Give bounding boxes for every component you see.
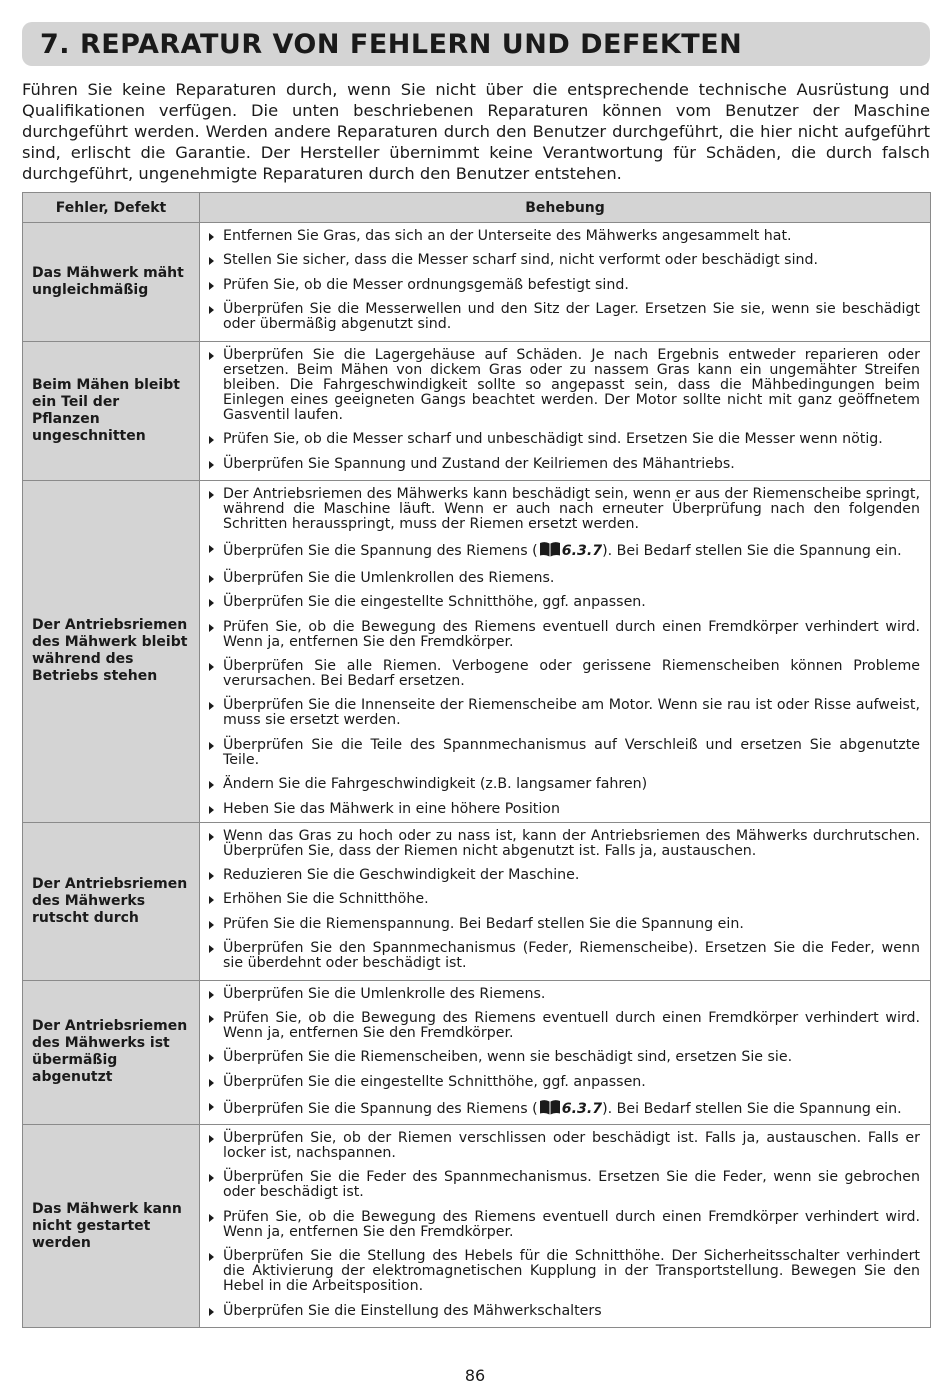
fix-item <box>208 1249 920 1294</box>
fix-item <box>208 229 920 244</box>
fix-text: Überprüfen Sie die Messerwellen und den Sitz der Lager. Ersetzen Sie sie, wenn sie beschädigt oder übermäßig abgenutzt sind. <box>223 301 920 333</box>
fix-text: Überprüfen Sie die Spannung des Riemens ( <box>223 1101 538 1118</box>
fix-text: Stellen Sie sicher, dass die Messer scharf sind, nicht verformt oder beschädigt sind. <box>223 252 819 269</box>
book-icon <box>539 1099 561 1119</box>
fix-text: Prüfen Sie, ob die Bewegung des Riemens eventuell durch einen Fremdkörper verhindert wird. Wenn ja, entfernen Sie den Fremdkörper. <box>223 618 920 650</box>
bullet-arrow-icon <box>209 233 214 241</box>
bullet-arrow-icon <box>209 1135 214 1143</box>
fix-text: Entfernen Sie Gras, das sich an der Unterseite des Mähwerks angesammelt hat. <box>223 228 792 244</box>
fix-item <box>208 777 920 792</box>
fix-item <box>208 1304 920 1319</box>
fix-item <box>208 432 920 447</box>
fix-text: Der Antriebsriemen des Mähwerks kann beschädigt sein, wenn er aus der Riemenscheibe springt, während die Maschine läuft. Wenn er auch nach erneuter Überprüfung nach den folgenden Schritten herausspringt, muss der Riemen ersetzt werden. <box>223 486 920 532</box>
fix-list <box>208 987 920 1120</box>
fix-item <box>208 541 920 561</box>
fix-item <box>208 829 920 859</box>
fix-text: Überprüfen Sie die Stellung des Hebels für die Schnitthöhe. Der Sicherheitsschalter verhindert die Aktivierung der elektromagnetischen Kupplung in der Transportstellung. Bewegen Sie den Hebel in die Arbeitsposition. <box>223 1248 920 1295</box>
book-icon <box>539 541 561 561</box>
table-row <box>23 223 931 342</box>
bullet-arrow-icon <box>209 1103 214 1111</box>
fault-cell: Das Mähwerk mäht ungleichmäßig <box>23 223 200 342</box>
fix-item <box>208 802 920 817</box>
table-row <box>23 481 931 823</box>
bullet-arrow-icon <box>209 624 214 632</box>
table-header-row <box>23 193 931 223</box>
fix-item <box>208 1210 920 1240</box>
intro-paragraph: Führen Sie keine Reparaturen durch, wenn Sie nicht über die entsprechende technische Ausrüstung und Qualifikationen verfügen. Die unten beschriebenen Reparaturen können vom Benutzer der Maschine durchgeführt werden. Werden andere Reparaturen durch den Benutzer durchgeführt, die hier nicht aufgeführt sind, erlischt die Garantie. Der Hersteller übernimmt keine Verantwortung für Schäden, die durch falsch durchgeführt, ungenehmigte Reparaturen durch den Benutzer entstehen. <box>22 80 930 183</box>
fix-cell <box>200 1125 931 1328</box>
bullet-arrow-icon <box>209 742 214 750</box>
bullet-arrow-icon <box>209 1308 214 1316</box>
fix-item <box>208 595 920 610</box>
fix-text: Überprüfen Sie die Riemenscheiben, wenn sie beschädigt sind, ersetzen Sie sie. <box>223 1049 793 1066</box>
table-body <box>23 223 931 1328</box>
table-row <box>23 980 931 1125</box>
fix-text: Prüfen Sie, ob die Messer ordnungsgemäß befestigt sind. <box>223 276 629 293</box>
fix-text: Prüfen Sie, ob die Messer scharf und unbeschädigt sind. Ersetzen Sie die Messer wenn nötig. <box>223 431 883 448</box>
fix-item <box>208 987 920 1002</box>
fix-text: Überprüfen Sie alle Riemen. Verbogene oder gerissene Riemenscheiben können Probleme verursachen. Bei Bedarf ersetzen. <box>223 657 920 689</box>
bullet-arrow-icon <box>209 702 214 710</box>
fix-text: Überprüfen Sie die Einstellung des Mähwerkschalters <box>223 1302 602 1319</box>
bullet-arrow-icon <box>209 872 214 880</box>
fault-cell: Beim Mähen bleibt ein Teil der Pflanzen ungeschnitten <box>23 342 200 481</box>
fix-item <box>208 457 920 472</box>
fix-text: Überprüfen Sie die eingestellte Schnitthöhe, ggf. anpassen. <box>223 594 646 611</box>
fix-item <box>208 868 920 883</box>
fix-text: Überprüfen Sie die Teile des Spannmechanismus auf Verschleiß und ersetzen Sie abgenutzte Teile. <box>223 736 920 768</box>
fix-item <box>208 278 920 293</box>
fix-text: Prüfen Sie, ob die Bewegung des Riemens eventuell durch einen Fremdkörper verhindert wird. Wenn ja, entfernen Sie den Fremdkörper. <box>223 1208 920 1240</box>
bullet-arrow-icon <box>209 257 214 265</box>
fix-cell <box>200 822 931 980</box>
section-reference: 6.3.7 <box>561 1101 603 1118</box>
fix-item <box>208 302 920 332</box>
bullet-arrow-icon <box>209 352 214 360</box>
fix-text-after: ). Bei Bedarf stellen Sie die Spannung ein. <box>602 1101 902 1118</box>
fault-cell: Der Antriebsriemen des Mähwerks rutscht durch <box>23 822 200 980</box>
bullet-arrow-icon <box>209 1214 214 1222</box>
fix-item <box>208 1011 920 1041</box>
fix-text: Prüfen Sie, ob die Bewegung des Riemens eventuell durch einen Fremdkörper verhindert wird. Wenn ja, entfernen Sie den Fremdkörper. <box>223 1009 920 1041</box>
fix-list <box>208 348 920 472</box>
fault-cell: Der Antriebsriemen des Mähwerks ist übermäßig abgenutzt <box>23 980 200 1125</box>
bullet-arrow-icon <box>209 306 214 314</box>
fix-text: Überprüfen Sie die eingestellte Schnitthöhe, ggf. anpassen. <box>223 1073 646 1090</box>
bullet-arrow-icon <box>209 991 214 999</box>
fix-text: Überprüfen Sie die Lagergehäuse auf Schäden. Je nach Ergebnis entweder reparieren oder ersetzen. Beim Mähen von dickem Gras oder zu nassem Gras kann ein ungemähter Streifen bleiben. Die Fahrgeschwindigkeit sollte so angepasst sein, dass die Mähbedingungen beim Einlegen eines geeigneten Gangs beachtet werden. Der Motor sollte nicht mit ganz geöffnetem Gasventil laufen. <box>223 347 920 423</box>
fix-cell <box>200 223 931 342</box>
fix-item <box>208 659 920 689</box>
bullet-arrow-icon <box>209 1174 214 1182</box>
fix-cell <box>200 481 931 823</box>
section-title: 7. REPARATUR VON FEHLERN UND DEFEKTEN <box>40 29 743 60</box>
fix-item <box>208 1131 920 1161</box>
bullet-arrow-icon <box>209 436 214 444</box>
fix-item <box>208 487 920 532</box>
bullet-arrow-icon <box>209 945 214 953</box>
fix-item <box>208 1075 920 1090</box>
fix-text: Reduzieren Sie die Geschwindigkeit der Maschine. <box>223 866 580 883</box>
fix-item <box>208 738 920 768</box>
fix-text: Wenn das Gras zu hoch oder zu nass ist, kann der Antriebsriemen des Mähwerks durchrutschen. Überprüfen Sie, dass der Riemen nicht abgenutzt ist. Falls ja, austauschen. <box>223 827 920 859</box>
fix-text: Ändern Sie die Fahrgeschwindigkeit (z.B. langsamer fahren) <box>223 776 648 793</box>
fix-text: Überprüfen Sie die Umlenkrollen des Riemens. <box>223 569 555 586</box>
bullet-arrow-icon <box>209 461 214 469</box>
fix-list <box>208 829 920 972</box>
bullet-arrow-icon <box>209 575 214 583</box>
fix-text: Überprüfen Sie, ob der Riemen verschlissen oder beschädigt ist. Falls ja, austauschen. Falls er locker ist, nachspannen. <box>223 1130 920 1162</box>
bullet-arrow-icon <box>209 1253 214 1261</box>
fix-cell <box>200 980 931 1125</box>
fix-text: Überprüfen Sie Spannung und Zustand der Keilriemen des Mähantriebs. <box>223 455 735 472</box>
fix-item <box>208 253 920 268</box>
fix-item <box>208 571 920 586</box>
fix-text: Überprüfen Sie die Spannung des Riemens ( <box>223 543 538 560</box>
section-reference: 6.3.7 <box>561 543 603 560</box>
fix-item <box>208 1050 920 1065</box>
bullet-arrow-icon <box>209 663 214 671</box>
fix-list <box>208 1131 920 1319</box>
bullet-arrow-icon <box>209 1054 214 1062</box>
fix-list <box>208 229 920 332</box>
fault-cell: Der Antriebsriemen des Mähwerk bleibt während des Betriebs stehen <box>23 481 200 823</box>
page-number: 86 <box>464 1366 486 1385</box>
header-fault: Fehler, Defekt <box>23 193 200 223</box>
table-row <box>23 342 931 481</box>
bullet-arrow-icon <box>209 599 214 607</box>
bullet-arrow-icon <box>209 491 214 499</box>
bullet-arrow-icon <box>209 1079 214 1087</box>
fix-text: Prüfen Sie die Riemenspannung. Bei Bedarf stellen Sie die Spannung ein. <box>223 915 744 932</box>
fix-text-after: ). Bei Bedarf stellen Sie die Spannung ein. <box>602 543 902 560</box>
fix-text: Erhöhen Sie die Schnitthöhe. <box>223 891 429 908</box>
fix-item <box>208 941 920 971</box>
section-title-bar <box>22 22 930 66</box>
fix-text: Überprüfen Sie die Umlenkrolle des Riemens. <box>223 985 546 1002</box>
fix-item <box>208 348 920 423</box>
bullet-arrow-icon <box>209 806 214 814</box>
troubleshooting-table <box>22 192 931 1328</box>
bullet-arrow-icon <box>209 282 214 290</box>
fix-item <box>208 1099 920 1119</box>
fix-text: Überprüfen Sie die Feder des Spannmechanismus. Ersetzen Sie die Feder, wenn sie gebrochen oder beschädigt ist. <box>223 1169 920 1201</box>
bullet-arrow-icon <box>209 896 214 904</box>
fix-cell <box>200 342 931 481</box>
fault-cell: Das Mähwerk kann nicht gestartet werden <box>23 1125 200 1328</box>
fix-item <box>208 698 920 728</box>
table-row <box>23 1125 931 1328</box>
bullet-arrow-icon <box>209 833 214 841</box>
fix-text: Heben Sie das Mähwerk in eine höhere Position <box>223 800 560 817</box>
bullet-arrow-icon <box>209 545 214 553</box>
fix-list <box>208 487 920 817</box>
bullet-arrow-icon <box>209 921 214 929</box>
fix-text: Überprüfen Sie die Innenseite der Riemenscheibe am Motor. Wenn sie rau ist oder Risse aufweist, muss sie ersetzt werden. <box>223 697 920 729</box>
bullet-arrow-icon <box>209 781 214 789</box>
bullet-arrow-icon <box>209 1015 214 1023</box>
header-fix: Behebung <box>200 193 931 223</box>
fix-text: Überprüfen Sie den Spannmechanismus (Feder, Riemenscheibe). Ersetzen Sie die Feder, wenn sie überdehnt oder beschädigt ist. <box>223 940 920 972</box>
fix-item <box>208 1170 920 1200</box>
table-row <box>23 822 931 980</box>
fix-item <box>208 917 920 932</box>
fix-item <box>208 892 920 907</box>
fix-item <box>208 620 920 650</box>
